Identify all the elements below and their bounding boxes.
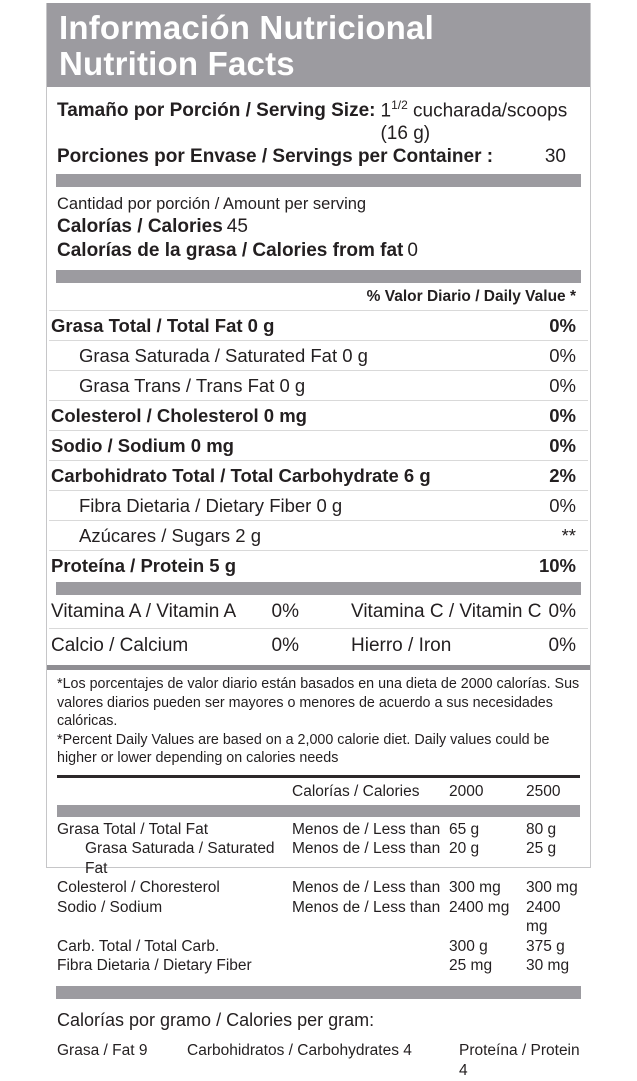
servings-per-container-row <box>57 145 580 168</box>
ref-row-saturated-fat: Grasa Saturada / Saturated Fat Menos de / Less than 20 g 25 g <box>85 840 557 877</box>
col-2500-header: 2500 <box>526 782 561 800</box>
vitamin-row-a-c <box>49 595 588 629</box>
ref-row-dietary-fiber: Fibra Dietaria / Dietary Fiber 25 mg 30 mg <box>57 957 570 975</box>
serving-size-label: Tamaño por Porción / Serving Size: <box>57 100 376 122</box>
vitamins-table <box>47 595 590 662</box>
calories-per-gram-section <box>47 999 590 1081</box>
ref-row-sodium: Sodio / Sodium Menos de / Less than 2400 mg 2400 mg <box>57 898 561 936</box>
vitamin-row-calcium-iron <box>49 629 588 662</box>
calories-row <box>57 215 580 239</box>
nutrient-row-trans-fat: Grasa Trans / Trans Fat 0 g 0% <box>49 371 588 401</box>
serving-size-row <box>57 94 580 145</box>
servings-per-container-value: 30 <box>544 146 566 168</box>
footnote-english: *Percent Daily Values are based on a 2,000 calorie diet. Daily values could be higher or lower depending on calories needs <box>57 731 550 767</box>
separator-bar <box>56 270 581 283</box>
servings-per-container-label: Porciones por Envase / Servings per Container : <box>57 146 494 168</box>
footnote-spanish: *Los porcentajes de valor diario están basados en una dieta de 2000 calorías. Sus valores diarios pueden ser mayores o menores de acuerdo a sus necesidades calóricas. <box>57 676 580 730</box>
separator-bar <box>56 986 581 999</box>
ref-row-total-carb: Carb. Total / Total Carb. 300 g 375 g <box>57 937 565 955</box>
separator-bar <box>56 582 581 595</box>
nutrients-table <box>47 311 590 582</box>
vitamin-a-label: Vitamina A / Vitamin A <box>51 601 237 623</box>
calories-from-fat-value: 0 <box>407 240 418 262</box>
ref-row-cholesterol: Colesterol / Choresterol Menos de / Less than 300 mg 300 mg <box>57 879 578 897</box>
nutrition-label <box>46 3 591 1079</box>
calories-from-fat-label: Calorías de la grasa / Calories from fat <box>57 240 404 262</box>
reference-table <box>57 775 580 976</box>
calories-label: Calorías / Calories <box>57 216 223 238</box>
calcium-value: 0% <box>271 635 299 657</box>
serving-section <box>47 87 590 174</box>
daily-value-header: % Valor Diario / Daily Value * <box>49 283 588 311</box>
ref-row-total-fat: Grasa Total / Total Fat Menos de / Less than 65 g 80 g <box>57 820 557 838</box>
cpg-carbohydrates: Carbohidratos / Carbohydrates 4 <box>187 1041 412 1059</box>
amount-per-serving-section <box>47 187 590 270</box>
amount-per-serving-caption: Cantidad por porción / Amount per serving <box>57 195 367 214</box>
iron-label: Hierro / Iron <box>351 635 452 657</box>
calcium-label: Calcio / Calcium <box>51 635 189 657</box>
serving-size-value: $1^{1/2}$ cucharada/scoops (16 g) <box>380 98 568 145</box>
nutrient-row-total-fat: Grasa Total / Total Fat 0 g 0% <box>49 311 588 341</box>
vitamin-c-label: Vitamina C / Vitamin C <box>351 601 542 623</box>
title-english: Nutrition Facts <box>59 45 295 82</box>
cpg-protein: Proteína / Protein 4 <box>459 1041 580 1079</box>
nutrient-row-sodium: Sodio / Sodium 0 mg 0% <box>49 431 588 461</box>
vitamin-a-value: 0% <box>271 601 299 623</box>
calories-per-gram-title: Calorías por gramo / Calories per gram: <box>57 1009 375 1030</box>
nutrient-row-carbohydrate: Carbohidrato Total / Total Carbohydrate 6 g 2% <box>49 461 588 491</box>
calories-value: 45 <box>226 216 248 238</box>
daily-value-footnote <box>47 670 590 773</box>
reference-table-header <box>57 775 580 805</box>
nutrient-row-dietary-fiber: Fibra Dietaria / Dietary Fiber 0 g 0% <box>49 491 588 521</box>
nutrient-row-cholesterol: Colesterol / Cholesterol 0 mg 0% <box>49 401 588 431</box>
label-header <box>47 3 590 87</box>
nutrient-row-sugars: Azúcares / Sugars 2 g ** <box>49 521 588 551</box>
nutrient-row-saturated-fat: Grasa Saturada / Saturated Fat 0 g 0% <box>49 341 588 371</box>
serving-size-fraction: 1/2 <box>391 98 408 112</box>
title-spanish: Información Nutricional <box>59 9 434 46</box>
calories-from-fat-row <box>57 239 580 263</box>
iron-value: 0% <box>548 635 576 657</box>
cpg-fat: Grasa / Fat 9 <box>57 1041 148 1059</box>
col-2000-header: 2000 <box>449 782 484 800</box>
separator-bar <box>57 805 580 817</box>
nutrient-row-protein: Proteína / Protein 5 g 10% <box>51 555 576 577</box>
vitamin-c-value: 0% <box>548 601 576 623</box>
separator-bar <box>56 174 581 187</box>
calories-column-header: Calorías / Calories <box>292 782 420 800</box>
